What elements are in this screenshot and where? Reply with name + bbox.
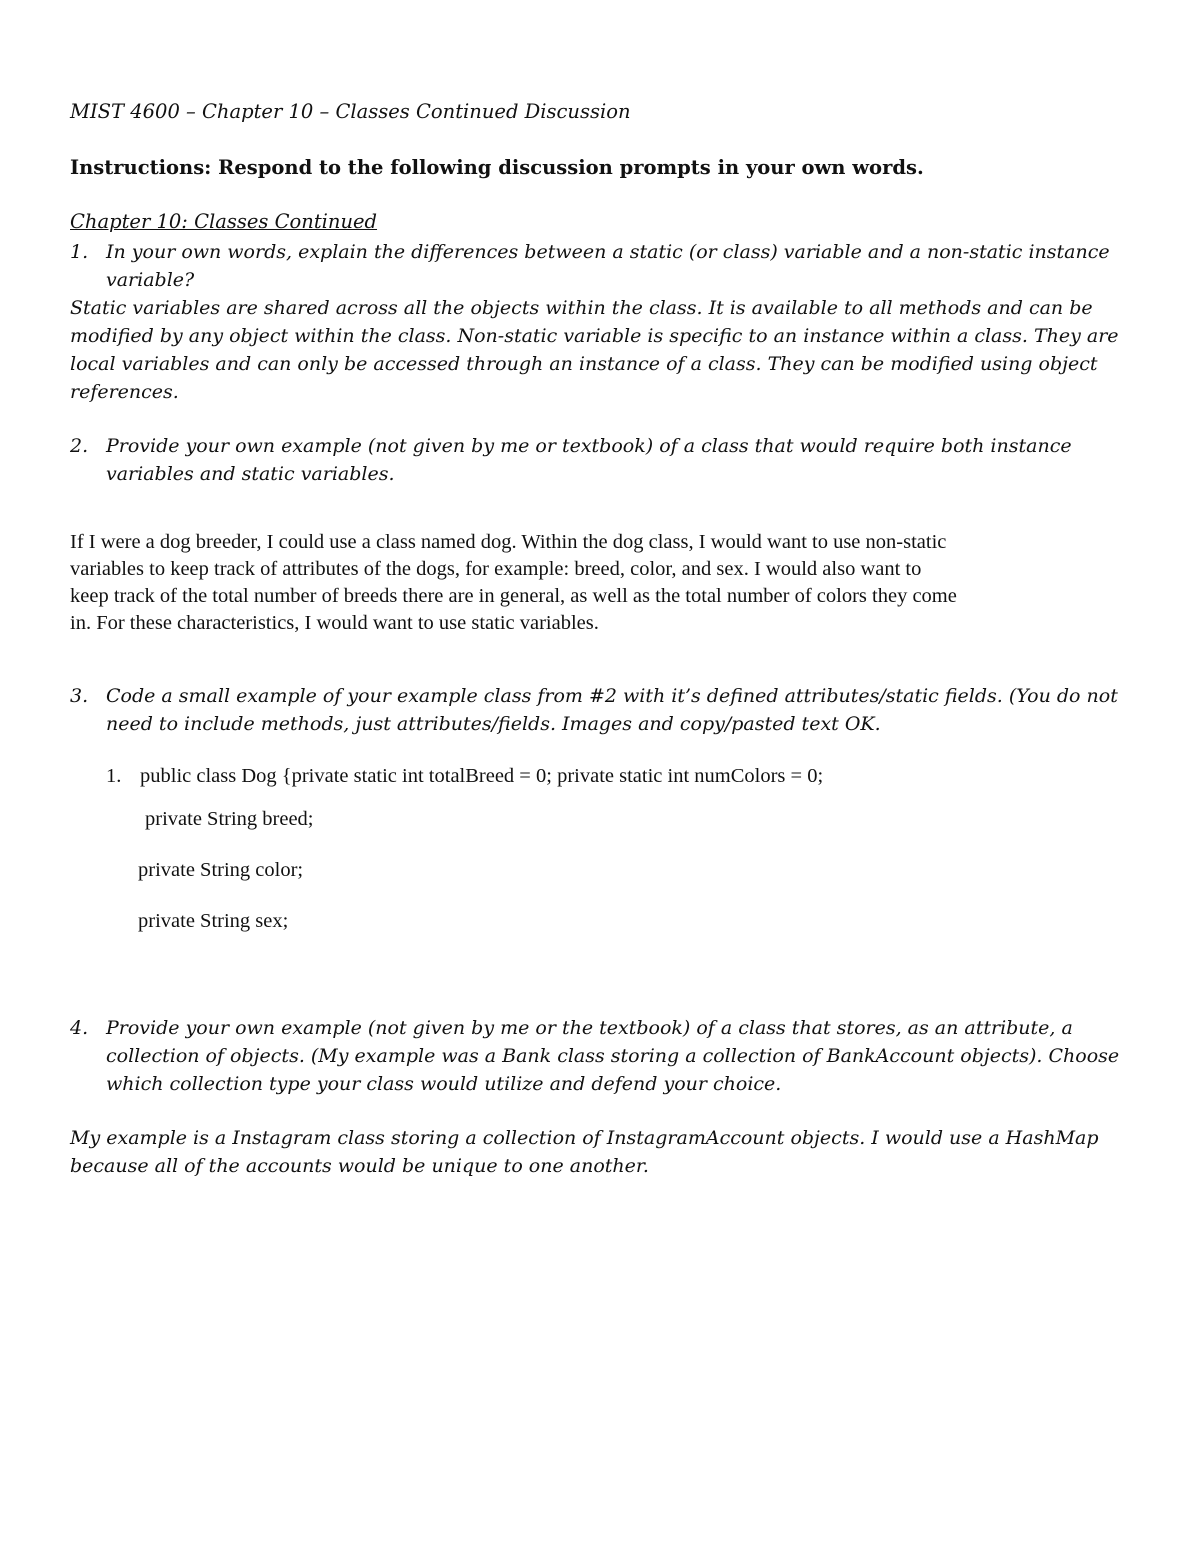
question-2-number: 2.: [70, 435, 89, 457]
answer-1-line: modified by any object within the class. Non-static variable is specific to an instance within a class. They are: [70, 325, 1119, 347]
question-1-number: 1.: [70, 241, 89, 263]
code-line: private String breed;: [145, 808, 314, 830]
answer-2-line: variables to keep track of attributes of the dogs, for example: breed, color, and sex. I would also want to: [70, 558, 922, 580]
question-4-line: collection of objects. (My example was a Bank class storing a collection of BankAccount objects). Choose: [106, 1045, 1120, 1067]
answer-1-line: Static variables are shared across all the objects within the class. It is available to all methods and can be: [70, 297, 1093, 319]
question-3-line: need to include methods, just attributes/fields. Images and copy/pasted text OK.: [106, 713, 881, 735]
answer-1-line: references.: [70, 381, 179, 403]
answer-2-line: in. For these characteristics, I would want to use static variables.: [70, 612, 599, 634]
code-line: private String sex;: [138, 910, 289, 932]
answer-2-line: keep track of the total number of breeds there are in general, as well as the total number of colors they come: [70, 585, 957, 607]
instructions-text: Instructions: Respond to the following discussion prompts in your own words.: [70, 156, 924, 179]
answer-4-line: My example is a Instagram class storing a collection of InstagramAccount objects. I would use a HashMap: [70, 1127, 1099, 1149]
answer-1-line: local variables and can only be accessed through an instance of a class. They can be modified using object: [70, 353, 1098, 375]
code-line: public class Dog {private static int totalBreed = 0; private static int numColors = 0;: [140, 765, 824, 787]
question-3-line: Code a small example of your example class from #2 with it’s defined attributes/static fields. (You do not: [106, 685, 1118, 707]
question-4-line: which collection type your class would utilize and defend your choice.: [106, 1073, 782, 1095]
section-heading: Chapter 10: Classes Continued: [70, 210, 378, 233]
code-line: private String color;: [138, 859, 304, 881]
answer-2-line: If I were a dog breeder, I could use a class named dog. Within the dog class, I would want to use non-static: [70, 531, 947, 553]
answer-4-line: because all of the accounts would be unique to one another.: [70, 1155, 649, 1177]
question-3-number: 3.: [70, 685, 89, 707]
code-list-number: 1.: [106, 765, 122, 787]
question-4-number: 4.: [70, 1017, 89, 1039]
question-4-line: Provide your own example (not given by me or the textbook) of a class that stores, as an attribute, a: [106, 1017, 1073, 1039]
question-1-line: variable?: [106, 269, 195, 291]
question-1-line: In your own words, explain the differences between a static (or class) variable and a non-static instance: [106, 241, 1110, 263]
question-2-line: Provide your own example (not given by me or textbook) of a class that would require both instance: [106, 435, 1072, 457]
question-2-line: variables and static variables.: [106, 463, 395, 485]
document-title: MIST 4600 – Chapter 10 – Classes Continued Discussion: [70, 100, 631, 123]
